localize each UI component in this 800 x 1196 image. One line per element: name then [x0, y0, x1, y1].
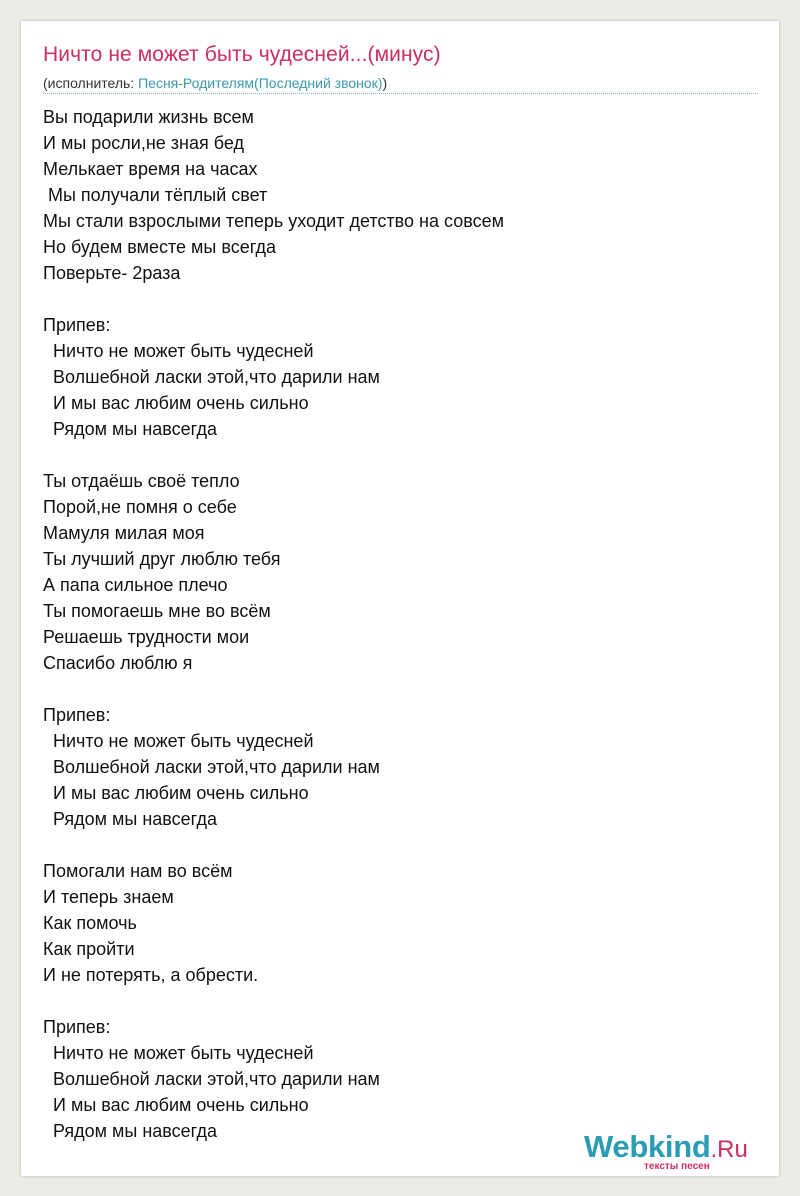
logo-tld: .Ru: [710, 1136, 748, 1163]
blank-line: [43, 286, 758, 312]
artist-prefix: (исполнитель:: [43, 75, 139, 91]
lyric-line: Припев:: [43, 315, 111, 335]
lyric-line: Ты помогаешь мне во всём: [43, 601, 271, 621]
lyric-line: Рядом мы навсегда: [43, 1121, 217, 1141]
lyric-line: Вы подарили жизнь всем: [43, 107, 254, 127]
lyric-line: Рядом мы навсегда: [43, 809, 217, 829]
lyric-line: Припев:: [43, 1017, 111, 1037]
lyric-line: Припев:: [43, 705, 111, 725]
lyrics-page: [21, 21, 779, 1176]
lyric-line: Мы стали взрослыми теперь уходит детство на совсем: [43, 211, 504, 231]
webkind-logo: [584, 1129, 774, 1173]
lyric-line: Спасибо люблю я: [43, 653, 193, 673]
lyric-line: Мамуля милая моя: [43, 523, 205, 543]
lyric-line: Ты отдаёшь своё тепло: [43, 471, 240, 491]
lyric-line: Ничто не может быть чудесней: [43, 1043, 314, 1063]
lyric-line: И мы вас любим очень сильно: [43, 1095, 309, 1115]
lyric-line: Поверьте- 2раза: [43, 263, 181, 283]
lyric-line: Как пройти: [43, 939, 135, 959]
lyric-line: Волшебной ласки этой,что дарили нам: [43, 757, 380, 777]
lyric-line: А папа сильное плечо: [43, 575, 228, 595]
artist-line: [43, 75, 387, 91]
lyric-line: Ничто не может быть чудесней: [43, 731, 314, 751]
lyric-line: Мелькает время на часах: [43, 159, 258, 179]
blank-line: [43, 676, 758, 702]
lyric-line: И теперь знаем: [43, 887, 174, 907]
lyric-line: Помогали нам во всём: [43, 861, 233, 881]
lyric-line: Как помочь: [43, 913, 137, 933]
lyric-line: Порой,не помня о себе: [43, 497, 237, 517]
artist-link[interactable]: Песня-Родителям(Последний звонок): [138, 75, 383, 91]
artist-suffix: ): [382, 75, 388, 91]
blank-line: [43, 832, 758, 858]
divider: [43, 93, 758, 94]
logo-wordmark: [584, 1129, 748, 1165]
lyric-line: Ничто не может быть чудесней: [43, 341, 314, 361]
blank-line: [43, 988, 758, 1014]
logo-tagline: тексты песен: [644, 1161, 710, 1172]
lyric-line: Волшебной ласки этой,что дарили нам: [43, 1069, 380, 1089]
blank-line: [43, 442, 758, 468]
lyric-line: И не потерять, а обрести.: [43, 965, 259, 985]
lyric-line: Решаешь трудности мои: [43, 627, 250, 647]
logo-brand: Webkind: [584, 1129, 711, 1164]
lyric-line: Но будем вместе мы всегда: [43, 237, 276, 257]
lyric-line: Мы получали тёплый свет: [43, 185, 268, 205]
song-title: Ничто не может быть чудесней...(минус): [43, 43, 441, 66]
lyric-line: Рядом мы навсегда: [43, 419, 217, 439]
lyric-line: И мы вас любим очень сильно: [43, 783, 309, 803]
lyric-line: И мы росли,не зная бед: [43, 133, 244, 153]
lyric-line: И мы вас любим очень сильно: [43, 393, 309, 413]
lyric-line: Волшебной ласки этой,что дарили нам: [43, 367, 380, 387]
lyric-line: Ты лучший друг люблю тебя: [43, 549, 281, 569]
lyrics-text: [43, 104, 758, 1144]
